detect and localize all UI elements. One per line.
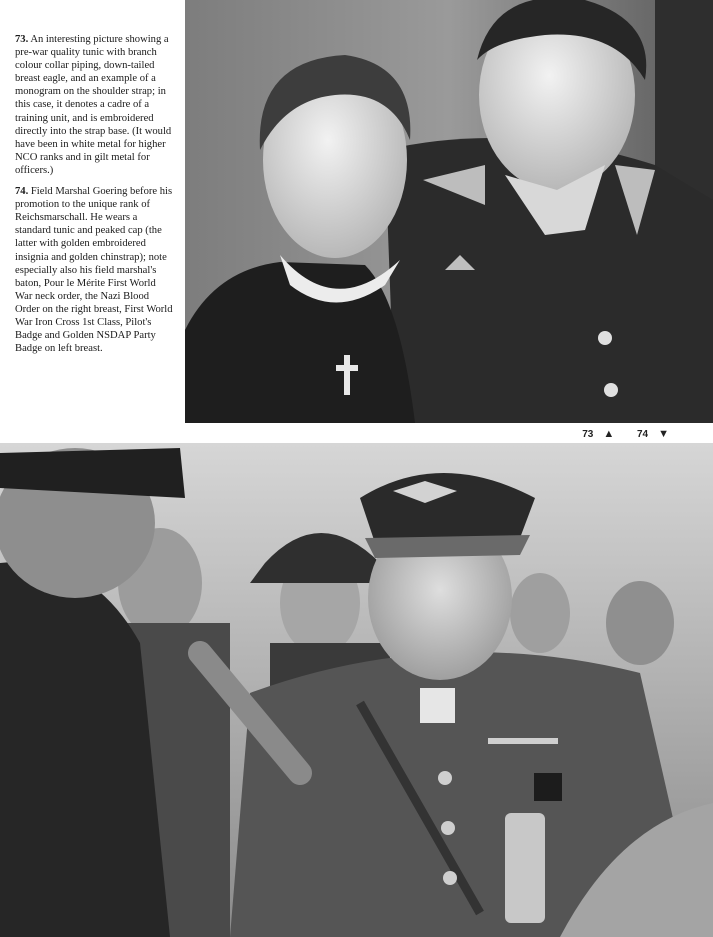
- caption-73: [15, 33, 173, 177]
- photo-reference-markers: [562, 428, 669, 440]
- reference-73: [572, 429, 614, 440]
- down-triangle-icon: ▼: [658, 428, 669, 440]
- caption-number: 74.: [15, 186, 29, 198]
- caption-74: [15, 185, 173, 355]
- reference-label: 74: [636, 429, 649, 440]
- reference-74: [627, 429, 669, 440]
- photo-73-woman-and-soldier: [185, 0, 713, 423]
- reference-label: 73: [582, 429, 594, 440]
- photo-74-goering: [0, 443, 713, 937]
- caption-number: 73.: [15, 34, 29, 45]
- caption-text: An interesting picture showing a pre-war quality tunic with branch colour collar piping, down-tailed breast eagle, and an example of a monogram on the shoulder strap; in this case, it denotes a cadre of a training unit, and is embroidered directly into the strap base. (It would have been in white metal for higher NCO ranks and in gilt metal for officers.): [15, 34, 172, 176]
- up-triangle-icon: ▲: [603, 428, 615, 440]
- caption-text: Field Marshal Goering before his promotion to the unique rank of Reichsmarschall. He wears a standard tunic and peaked cap (the latter with golden embroidered insignia and golden chinstrap); note especially also his field marshal's baton, Pour le Mérite First World War neck order, the Nazi Blood Order on the right breast, First World War Iron Cross 1st Class, Pilot's Badge and Golden NSDAP Party Badge on left breast.: [15, 186, 173, 355]
- captions-column: [15, 33, 173, 363]
